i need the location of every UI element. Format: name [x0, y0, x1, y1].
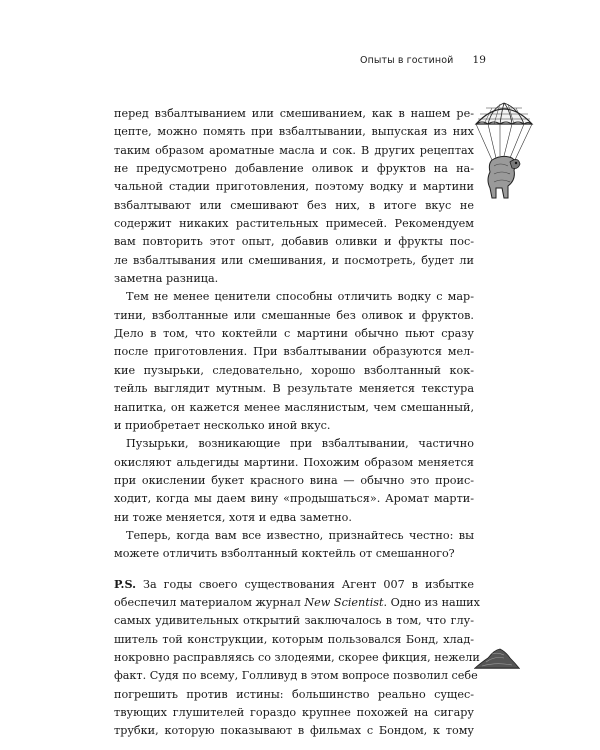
text-line: не предусмотрено добавление оливок и фруктов на на-	[114, 162, 474, 176]
paragraph-4	[114, 527, 474, 564]
paragraph-2	[114, 288, 474, 435]
text-line: тини, взболтанные или смешанные без оливок и фруктов.	[114, 308, 474, 322]
text-line: окисляют альдегиды мартини. Похожим образом меняется	[114, 455, 474, 469]
text-line: тейль выглядит мутным. В результате меняется текстура	[114, 382, 474, 396]
text-line: погрешить против истины: большинство реально сущес-	[114, 687, 474, 701]
text-line: вам повторить этот опыт, добавив оливки и фрукты пос-	[114, 235, 474, 249]
text-line: таким образом ароматные масла и сок. В других рецептах	[114, 143, 474, 157]
text-line: Дело в том, что коктейли с мартини обычно пьют сразу	[114, 327, 474, 341]
text-line: можете отличить взболтанный коктейль от смешанного?	[114, 547, 455, 561]
text-line: твующих глушителей гораздо крупнее похожей на сигару	[114, 706, 474, 719]
chapter-title: Опыты в гостиной	[360, 54, 454, 66]
parachute-illustration	[472, 100, 536, 210]
journal-name: New Scientist	[304, 595, 384, 609]
text-line: кие пузырьки, следовательно, хорошо взболтанный кок-	[114, 363, 474, 377]
text-line: Теперь, когда вам все известно, признайтесь честно: вы	[126, 528, 474, 542]
ps-label: P.S.	[114, 576, 137, 591]
text-line: и приобретает несколько иной вкус.	[114, 418, 331, 432]
page-number: 19	[472, 54, 486, 66]
text-line: шитель той конструкции, которым пользовался Бонд, хлад-	[114, 632, 474, 646]
text-line: цепте, можно помять при взбалтывании, выпуская из них	[114, 125, 474, 139]
text-line	[114, 594, 480, 612]
ps-paragraph	[114, 575, 480, 741]
text-line: ле взбалтывания или смешивания, и посмотреть, будет ли	[114, 253, 474, 267]
ps-text: . Одно из наших	[383, 595, 480, 609]
text-line: трубки, которую показывают в фильмах с Бондом, к тому	[114, 724, 474, 738]
text-line: чальной стадии приготовления, поэтому водку и мартини	[114, 180, 474, 194]
text-line: нокровно расправляясь со злодеями, скорее фикция, нежели	[114, 650, 480, 664]
running-header	[360, 53, 486, 67]
ps-text: За годы своего существования Агент 007 в избытке	[143, 577, 474, 591]
main-text	[114, 105, 480, 741]
text-line	[114, 575, 474, 594]
text-line: заметна разница.	[114, 272, 219, 286]
paragraph-3	[114, 435, 474, 527]
text-line: после приготовления. При взбалтывании образуются мел-	[114, 345, 474, 359]
paragraph-1	[114, 105, 474, 288]
text-line: факт. Судя по всему, Голливуд в этом вопросе позволил себе	[114, 669, 478, 683]
text-line: Пузырьки, возникающие при взбалтывании, частично	[126, 437, 474, 451]
text-line: Тем не менее ценители способны отличить водку с мар-	[126, 290, 474, 304]
text-line: самых удивительных открытий заключалось в том, что глу-	[114, 614, 474, 628]
text-line: перед взбалтыванием или смешиванием, как в нашем ре-	[114, 107, 474, 120]
ps-text: обеспечил материалом журнал	[114, 595, 305, 609]
text-line: напитка, он кажется менее маслянистым, чем смешанный,	[114, 400, 474, 414]
text-line: ни тоже меняется, хотя и едва заметно.	[114, 510, 352, 524]
text-line: содержит никаких растительных примесей. Рекомендуем	[114, 217, 474, 231]
text-line: при окислении букет красного вина — обычно это проис-	[114, 473, 474, 487]
text-line: взбалтывают или смешивают без них, в итоге вкус не	[114, 198, 474, 212]
text-line: ходит, когда мы даем вину «продышаться». Аромат марти-	[114, 492, 474, 506]
rock-mound-illustration	[474, 646, 520, 670]
